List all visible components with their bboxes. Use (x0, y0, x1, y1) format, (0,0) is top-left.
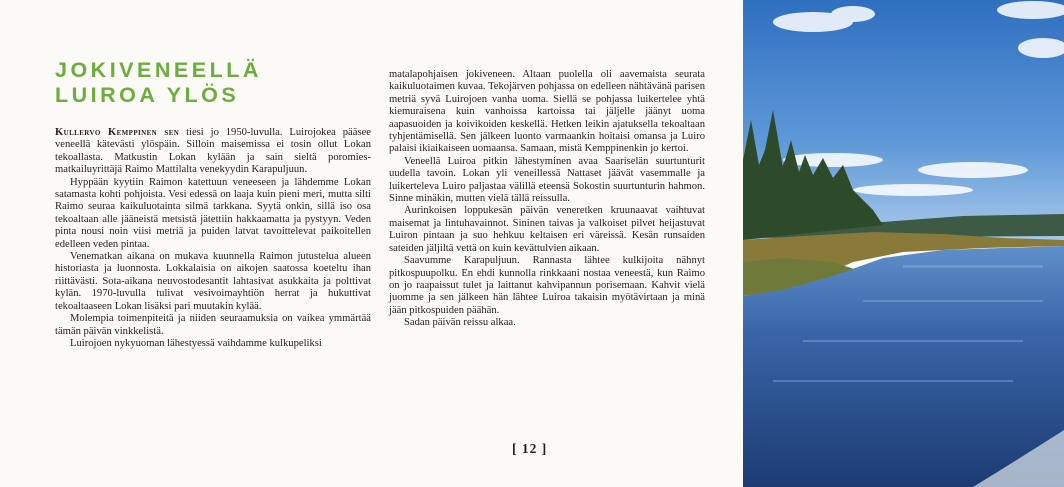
paragraph: Kullervo Kemppinen sen tiesi jo 1950-luvulla. Luirojokea pääsee veneellä kätevästi ylöspäin. Silloin maisemissa ei tosin ollut Lokan tekoallasta. Matkustin Lokan kylään ja sain sieltä poromies-matkailuyrittäjä Raimo Mattilalta venekyydin Karapuljuun. (55, 127, 371, 176)
article-title (55, 58, 262, 108)
paragraph: Molempia toimenpiteitä ja niiden seuraamuksia on vaikea ymmärtää tämän päivän vinkkelistä. (55, 313, 371, 337)
title-line-2: LUIROA YLÖS (55, 83, 240, 107)
paragraph: Sadan päivän reissu alkaa. (404, 317, 516, 329)
paragraph: Aurinkoisen loppukesän päivän veneretken kruunaavat vaihtuvat maisemat ja lintuhavainnot. Sininen taivas ja valkoiset pilvet heijastuvat Luiron pintaan ja suo hehkuu keltaisen eri väreissä. Kesän runsaiden sateiden jäljiltä vettä on kuin kevättulvien aikaan. (389, 205, 705, 254)
text-column-right (389, 69, 705, 330)
text-column-left (55, 127, 371, 350)
title-line-1: JOKIVENEELLÄ (55, 58, 262, 82)
paragraph: Luirojoen nykyuoman lähestyessä vaihdamme kulkupeliksi (70, 337, 322, 349)
paragraph: Venematkan aikana on mukava kuunnella Raimon jutustelua alueen historiasta ja luonnosta. Lokkalaisia on aikojen saatossa koeteltu ihan riittävästi. Sota-aikana neuvostodesantit lahtasivat asukkaita ja polttivat kylän. 1970-luvulla tulivat vesivoimayhtiön herrat ja hukuttivat tekoaltaaseen Lokan lisäksi pari muutakin kylää. (55, 251, 371, 312)
paragraph: Hyppään kyytiin Raimon katettuun veneeseen ja lähdemme Lokan satamasta kohti pohjoista. Vesi edessä on laaja kuin pieni meri, mutta silti Raimo seuraa kaikuluotainta silmä tarkkana. Syytä onkin, sillä iso osa tekoaltaan alle jääneistä metsistä jätettiin hakkaamatta ja pystyyn. Veden pinta nousi noin viisi metriä ja puiden latvat tavoittelevat paikoitellen edelleen veden pintaa. (55, 176, 371, 250)
paragraph: matalapohjaisen jokiveneen. Altaan puolella oli aavemaista seurata kaikuluotaimen kuvaa. Tekojärven pohjassa on edelleen nähtävänä parisen metriä syvä Luirojoen vanha uoma. Siellä se pohjassa luikertelee yhtä kiemuraisena kuin vanhoissa kartoissa tai jäljelle jäänyt uoma aapasuoiden ja koivikoiden keskellä. Hetken leikin ajatuksella tekoaltaan tyhjentämisellä. Sen jälkeen luonto varmaankin hoitaisi omansa ja Luiro palaisi ikiaikaiseen uomaansa. Samaan, mistä Kemppinenkin jo kertoi. (389, 69, 705, 155)
paragraph: Saavumme Karapuljuun. Rannasta lähtee kulkijoita nähnyt pitkospuupolku. En ehdi kunnolla rinkkaani nostaa veneestä, kun Raimo on jo raapaissut tulet ja laittanut kahvipannun porisemaan. Kahvit vielä juomme ja sen jälkeen hän lähtee Luiroa takaisin myötävirtaan ja minä jään pitkospuiden päähän. (389, 255, 705, 316)
river-photo (743, 0, 1064, 487)
paragraph: Veneellä Luiroa pitkin lähestyminen avaa Saariselän suurtunturit uudella tavoin. Lokan yli veneillessä Nattaset jäävät vasemmalle ja luikerteleva Luiro paljastaa välillä eteensä Sokostin suurtunturin hahmon. Sinne minäkin, mutten vielä tällä reissulla. (389, 155, 705, 205)
author-name: Kullervo Kemppinen sen (55, 127, 180, 138)
page-number: [ 12 ] (512, 441, 548, 456)
